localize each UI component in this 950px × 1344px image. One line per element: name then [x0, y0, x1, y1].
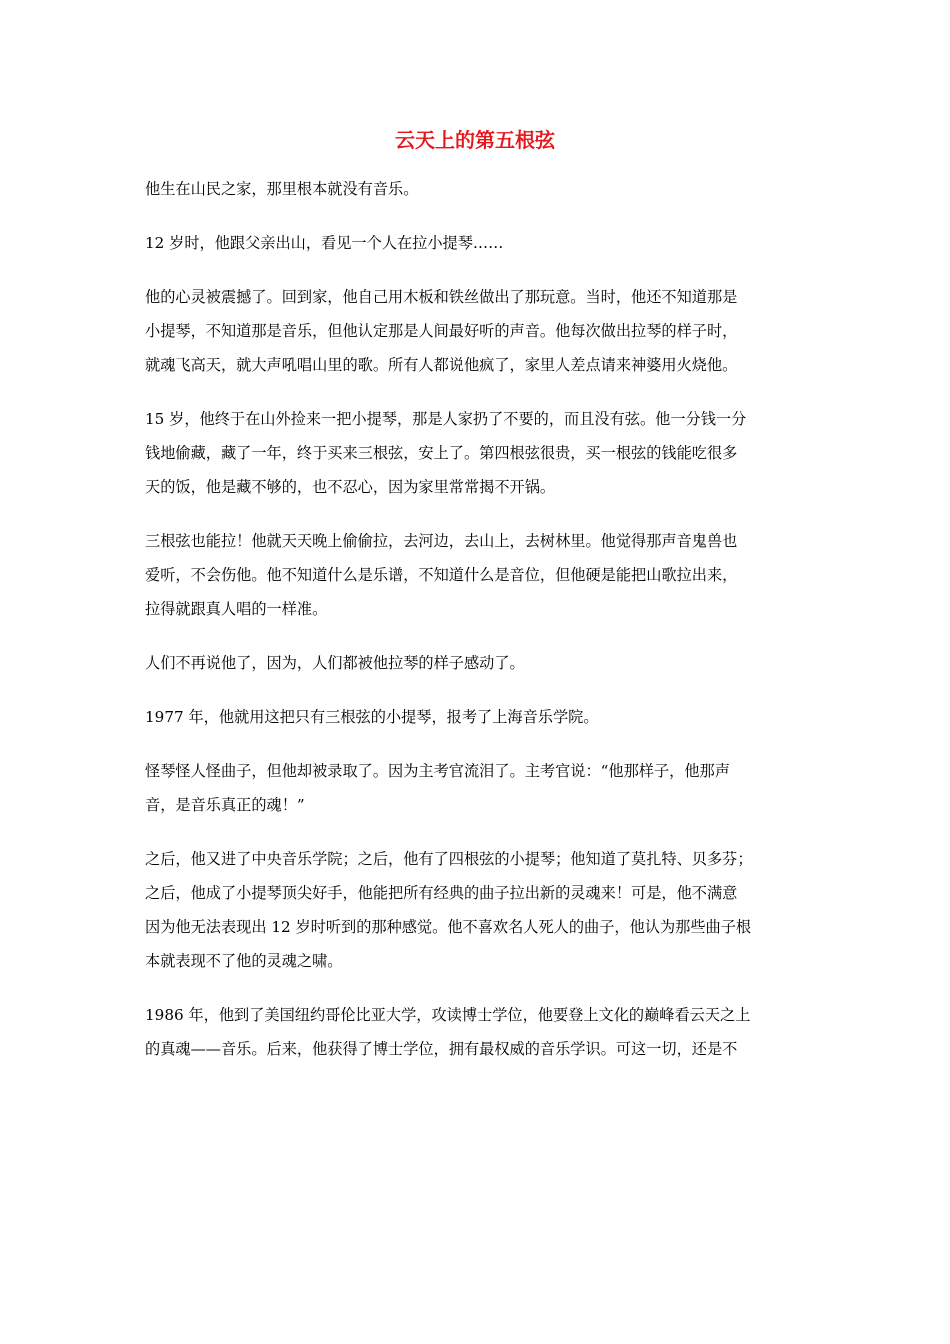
text-line: 15 岁，他终于在山外捡来一把小提琴，那是人家扔了不要的，而且没有弦。他一分钱一分: [145, 410, 747, 428]
text-line: 他的心灵被震撼了。回到家，他自己用木板和铁丝做出了那玩意。当时，他还不知道那是: [145, 288, 738, 306]
text-line: 12 岁时，他跟父亲出山，看见一个人在拉小提琴……: [145, 234, 504, 252]
paragraph-2: [145, 226, 813, 260]
text-line: 之后，他又进了中央音乐学院；之后，他有了四根弦的小提琴；他知道了莫扎特、贝多芬；: [145, 850, 753, 868]
text-line: 就魂飞高天，就大声吼唱山里的歌。所有人都说他疯了，家里人差点请来神婆用火烧他。: [145, 356, 738, 374]
text-line: 的真魂——音乐。后来，他获得了博士学位，拥有最权威的音乐学识。可这一切，还是不: [145, 1040, 738, 1058]
text-line: 之后，他成了小提琴顶尖好手，他能把所有经典的曲子拉出新的灵魂来！可是，他不满意: [145, 884, 738, 902]
document-title: 云天上的第五根弦: [395, 128, 555, 152]
text-line: 本就表现不了他的灵魂之啸。: [145, 952, 343, 970]
text-line: 爱听，不会伤他。他不知道什么是乐谱，不知道什么是音位，但他硬是能把山歌拉出来，: [145, 566, 738, 584]
text-line: 因为他无法表现出 12 岁时听到的那种感觉。他不喜欢名人死人的曲子，他认为那些曲子根: [145, 918, 752, 936]
paragraph-3: [145, 280, 813, 382]
text-line: 1977 年，他就用这把只有三根弦的小提琴，报考了上海音乐学院。: [145, 708, 599, 726]
text-line: 人们不再说他了，因为，人们都被他拉琴的样子感动了。: [145, 654, 525, 672]
paragraph-7: [145, 700, 813, 734]
text-line: 三根弦也能拉！他就天天晚上偷偷拉，去河边，去山上，去树林里。他觉得那声音鬼兽也: [145, 532, 738, 550]
text-line: 怪琴怪人怪曲子，但他却被录取了。因为主考官流泪了。主考官说：“他那样子，他那声: [145, 762, 730, 780]
paragraph-10: [145, 998, 813, 1066]
text-line: 拉得就跟真人唱的一样准。: [145, 600, 328, 618]
paragraph-1: [145, 172, 813, 206]
text-line: 音，是音乐真正的魂！”: [145, 796, 305, 814]
paragraph-5: [145, 524, 813, 626]
paragraph-8: [145, 754, 813, 822]
text-line: 钱地偷藏，藏了一年，终于买来三根弦，安上了。第四根弦很贵，买一根弦的钱能吃很多: [145, 444, 738, 462]
paragraph-9: [145, 842, 813, 978]
text-line: 1986 年，他到了美国纽约哥伦比亚大学，攻读博士学位，他要登上文化的巅峰看云天之上: [145, 1006, 751, 1024]
text-line: 天的饭，他是藏不够的，也不忍心，因为家里常常揭不开锅。: [145, 478, 556, 496]
paragraph-4: [145, 402, 813, 504]
document-body: [145, 172, 813, 1086]
paragraph-6: [145, 646, 813, 680]
text-line: 小提琴，不知道那是音乐，但他认定那是人间最好听的声音。他每次做出拉琴的样子时，: [145, 322, 738, 340]
text-line: 他生在山民之家，那里根本就没有音乐。: [145, 180, 419, 198]
